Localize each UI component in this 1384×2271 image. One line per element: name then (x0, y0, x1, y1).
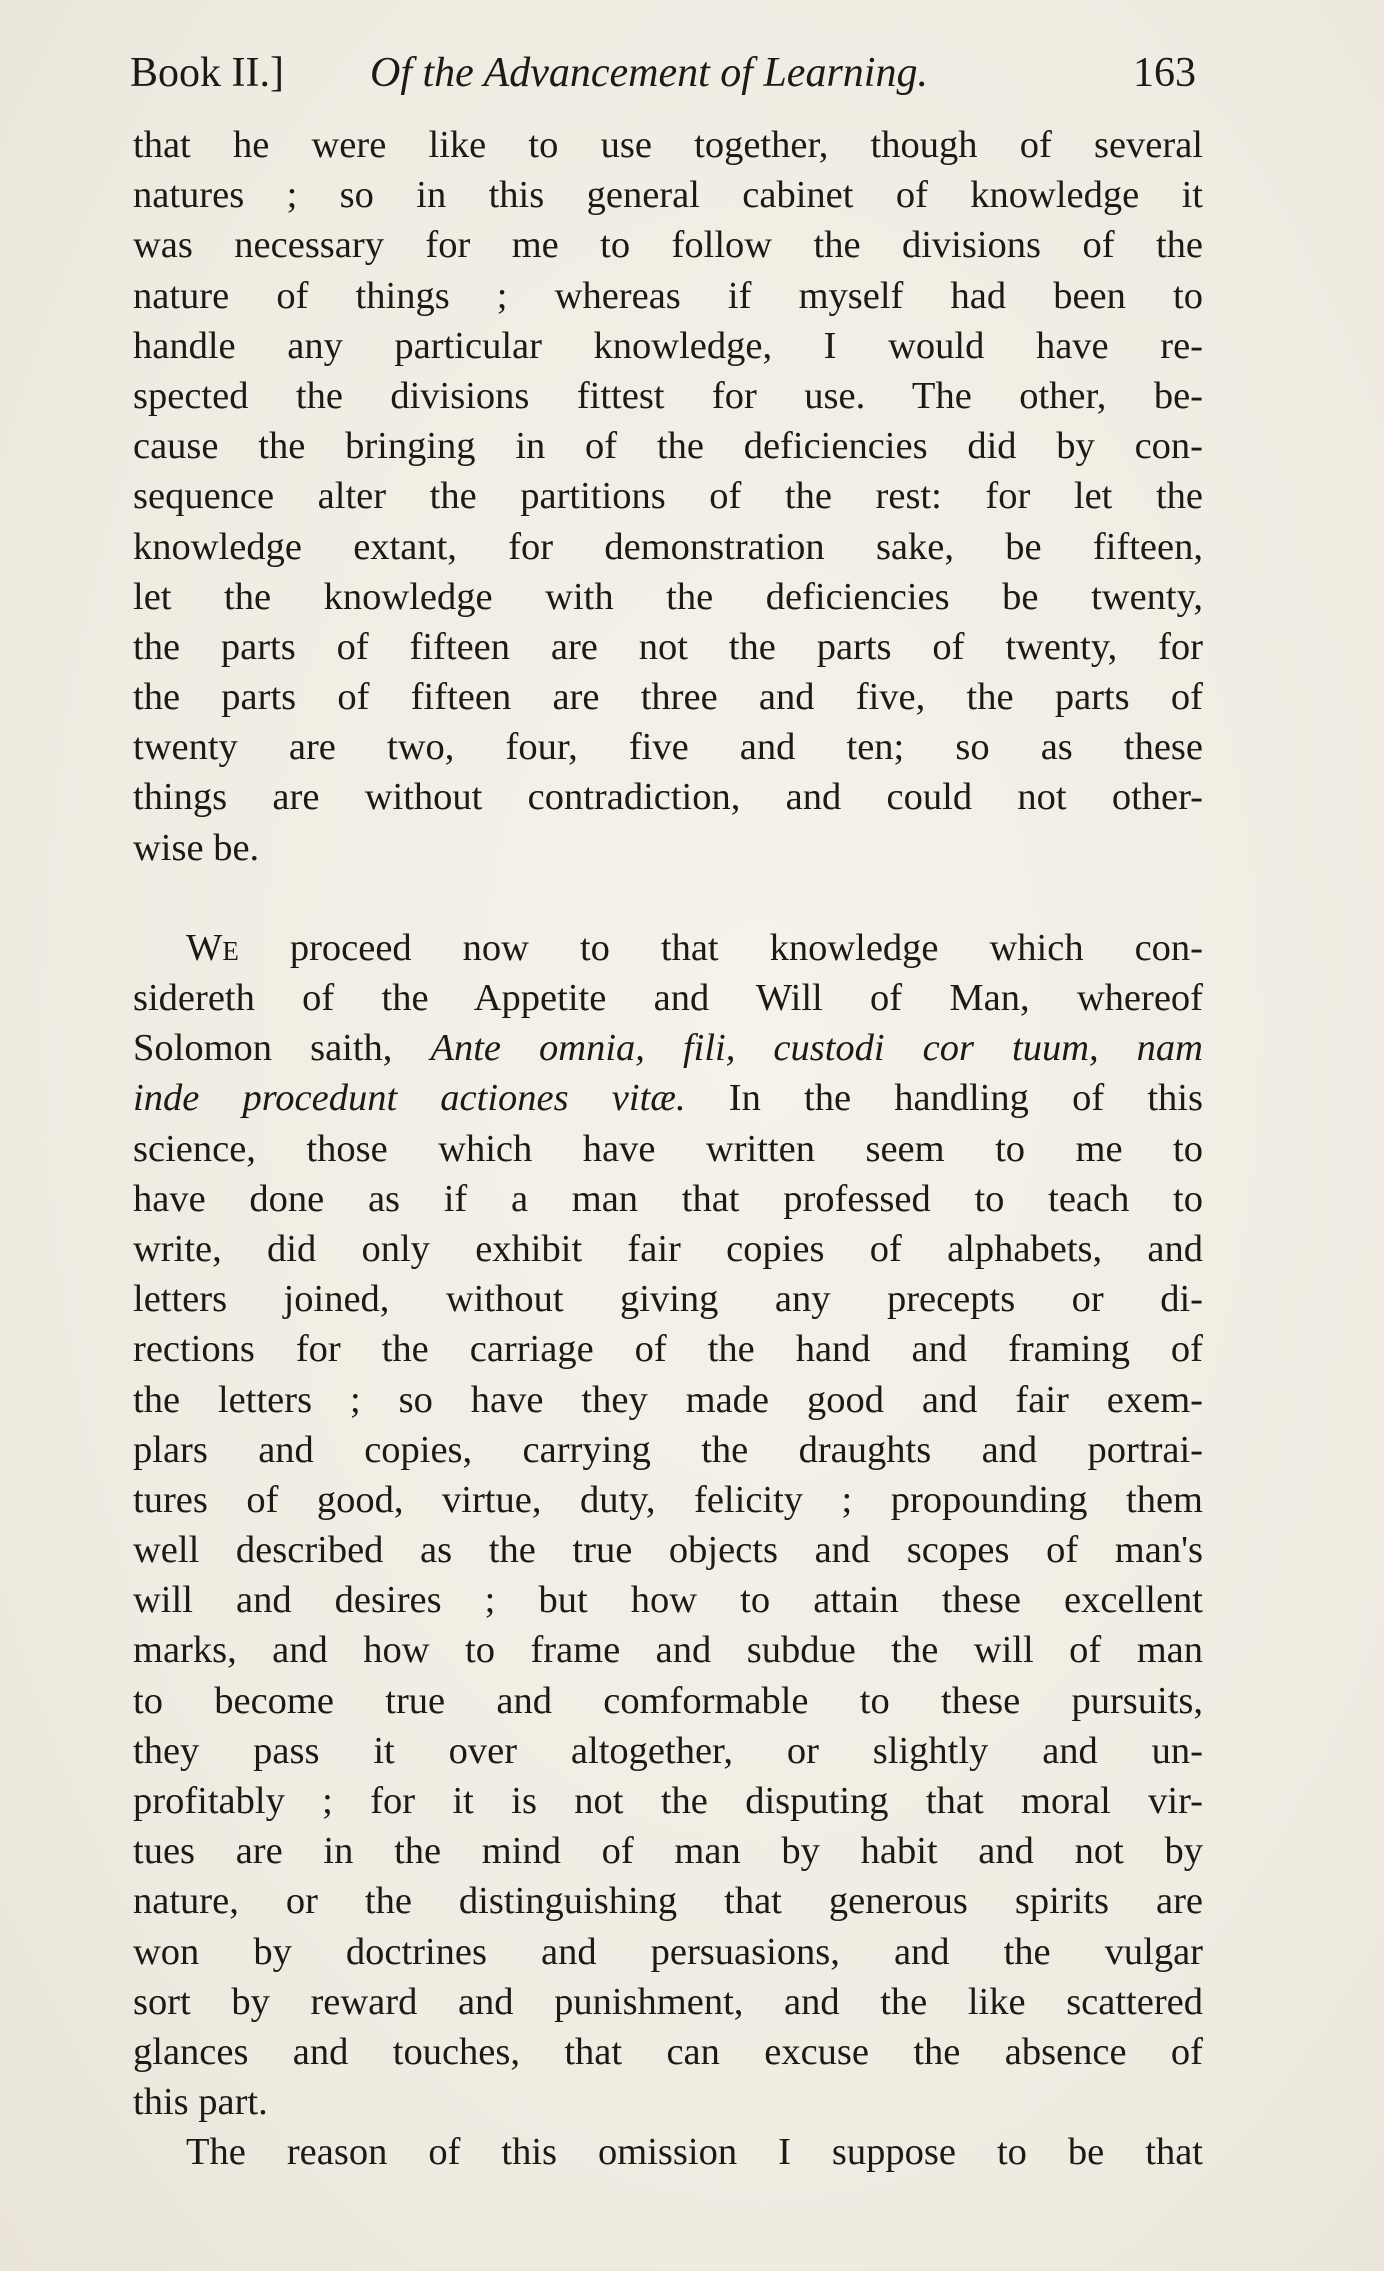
text-line: plars and copies, carrying the draughts and portrai- (133, 1428, 1203, 1471)
text-line: sidereth of the Appetite and Will of Man, whereof (133, 977, 1203, 1019)
text-line: sort by reward and punishment, and the like scattered (133, 1980, 1203, 2023)
text-line: The reason of this omission I suppose to be that (186, 2131, 1203, 2174)
body-text (133, 120, 1203, 2178)
text-line: won by doctrines and persuasions, and the vulgar (133, 1930, 1203, 1973)
text-line (133, 1073, 1203, 1123)
text-line: tues are in the mind of man by habit and not by (133, 1830, 1203, 1873)
paragraph-2 (133, 923, 1203, 2128)
text-line: well described as the true objects and scopes of man's (133, 1529, 1203, 1572)
paragraph-1 (133, 120, 1203, 873)
text-line: science, those which have written seem to me to (133, 1127, 1203, 1170)
text-line: that he were like to use together, though of several (133, 124, 1203, 166)
text-line: spected the divisions fittest for use. The other, be- (133, 374, 1203, 417)
text-line: to become true and comformable to these pursuits, (133, 1679, 1203, 1722)
text-line (133, 1023, 1203, 1073)
text-line: things are without contradiction, and could not other- (133, 776, 1203, 819)
text-line: nature of things ; whereas if myself had been to (133, 274, 1203, 317)
running-header (130, 38, 1196, 108)
latin-quote: Ante omnia, fili, custodi cor tuum, nam (430, 1027, 1203, 1070)
text-line: profitably ; for it is not the disputing that moral vir- (133, 1780, 1203, 1822)
text-line: the parts of fifteen are three and five, the parts of (133, 676, 1203, 719)
text-line: let the knowledge with the deficiencies be twenty, (133, 575, 1203, 618)
text-line: letters joined, without giving any precepts or di- (133, 1278, 1203, 1321)
text-line: glances and touches, that can excuse the absence of (133, 2030, 1203, 2073)
line-text: Solomon saith, (133, 1027, 431, 1070)
text-line: was necessary for me to follow the divisions of the (133, 224, 1203, 267)
text-line: handle any particular knowledge, I would have re- (133, 324, 1203, 367)
text-line: twenty are two, four, five and ten; so as these (133, 726, 1203, 769)
book-label: Book II.] (130, 50, 284, 96)
text-line: the parts of fifteen are not the parts of twenty, for (133, 625, 1203, 668)
text-line: wise be. (133, 826, 260, 869)
page-number: 163 (1133, 50, 1196, 96)
text-line: will and desires ; but how to attain these excellent (133, 1579, 1203, 1622)
running-title: Of the Advancement of Learning. (370, 50, 928, 96)
text-line: marks, and how to frame and subdue the will of man (133, 1629, 1203, 1672)
latin-quote: inde procedunt actiones vitæ. (133, 1077, 686, 1120)
drop-word: We (186, 926, 239, 969)
text-line: cause the bringing in of the deficiencies did by con- (133, 425, 1203, 468)
paragraph-3 (133, 2127, 1203, 2177)
text-line: they pass it over altogether, or slightly and un- (133, 1729, 1203, 1772)
text-line: rections for the carriage of the hand and framing of (133, 1328, 1203, 1371)
text-line: have done as if a man that professed to teach to (133, 1177, 1203, 1220)
text-line (133, 923, 1203, 973)
text-line: knowledge extant, for demonstration sake, be fifteen, (133, 525, 1203, 568)
text-line: sequence alter the partitions of the rest: for let the (133, 475, 1203, 518)
text-line: tures of good, virtue, duty, felicity ; propounding them (133, 1478, 1203, 1521)
line-text: proceed now to that knowledge which con- (238, 926, 1203, 969)
text-line: natures ; so in this general cabinet of knowledge it (133, 174, 1203, 217)
text-line: the letters ; so have they made good and fair exem- (133, 1378, 1203, 1421)
line-text: In the handling of this (685, 1077, 1203, 1120)
text-line: nature, or the distinguishing that generous spirits are (133, 1880, 1203, 1923)
text-line: write, did only exhibit fair copies of alphabets, and (133, 1227, 1203, 1270)
text-line: this part. (133, 2081, 268, 2124)
